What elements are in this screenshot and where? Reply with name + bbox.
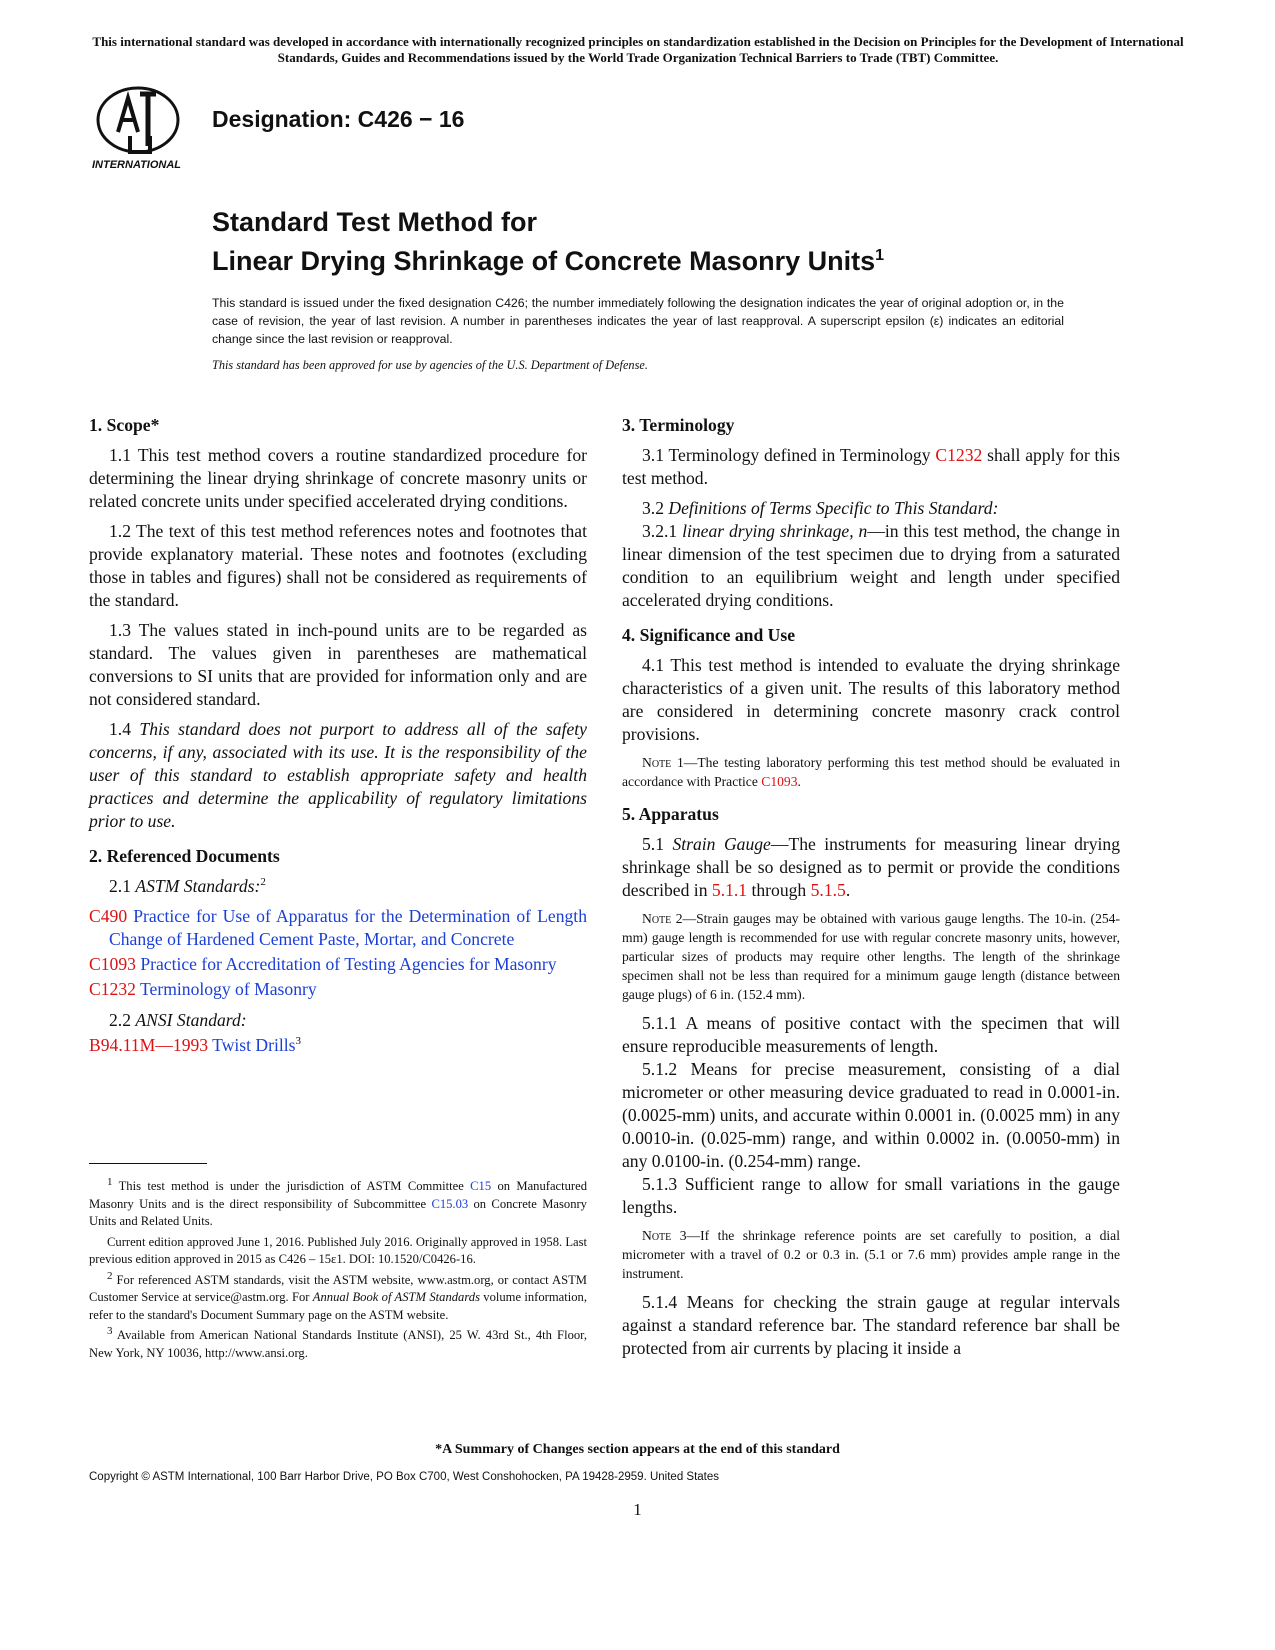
para-5-1-4: 5.1.4 Means for checking the strain gauge at regular intervals against a standard reference bar. The standard reference bar shall be protected from air currents by placing it inside a: [622, 1292, 1120, 1358]
link-5-1-1[interactable]: 5.1.1: [711, 880, 748, 900]
reference-c490[interactable]: C490 Practice for Use of Apparatus for the Determination of Length Change of Hardened Cement Paste, Mortar, and Concrete: [89, 906, 587, 949]
designation: Designation: C426 − 16: [212, 106, 465, 132]
para-5-1: 5.1 Strain Gauge—The instruments for measuring linear drying shrinkage shall be so designed as to permit or provide the conditions described in 5.1.1 through 5.1.5.: [622, 834, 1121, 900]
svg-text:INTERNATIONAL: INTERNATIONAL: [92, 159, 182, 171]
para-1-4: 1.4 This standard does not purport to address all of the safety concerns, if any, associated with its use. It is the responsibility of the user of this standard to establish appropriate safety and health practices and determine the applicability of regulatory limitations prior to use.: [89, 719, 587, 831]
note-1: Note 1—The testing laboratory performing this test method should be evaluated in accordance with Practice C1093.: [622, 755, 1120, 789]
para-5-1-3: 5.1.3 Sufficient range to allow for small variations in the gauge lengths.: [622, 1174, 1120, 1217]
footnote-2: $^2$ For referenced ASTM standards, visit the ASTM website, www.astm.org, or contact ASTM Customer Service at service@astm.org. For Annual Book of ASTM Standards volume information, refer to the standard's Document Summary page on the ASTM website.: [89, 1269, 587, 1322]
title-line-2: Linear Drying Shrinkage of Concrete Masonry Units$^1$: [212, 246, 885, 276]
section-3-heading: 3. Terminology: [622, 415, 735, 435]
para-1-1: 1.1 This test method covers a routine standardized procedure for determining the linear drying shrinkage of concrete masonry units or related concrete units under specified accelerated drying conditions.: [89, 445, 587, 511]
dod-approval: This standard has been approved for use by agencies of the U.S. Department of Defense.: [212, 358, 648, 372]
link-c15[interactable]: C15: [470, 1179, 492, 1193]
para-3-2-1: 3.2.1 linear drying shrinkage, n—in this test method, the change in linear dimension of the test specimen due to drying from a saturated condition to an equilibrium weight and length under specified accelerated drying conditions.: [622, 521, 1120, 610]
left-column: [89, 414, 587, 1059]
link-c1093[interactable]: C1093: [761, 774, 798, 789]
reference-b94[interactable]: B94.11M—1993 Twist Drills$^3$: [89, 1035, 301, 1055]
footnote-3: $^3$ Available from American National Standards Institute (ANSI), 25 W. 43rd St., 4th Floor, New York, NY 10036, http://www.ansi.org.: [89, 1324, 587, 1360]
document-title: [212, 205, 884, 278]
link-c1232[interactable]: C1232: [935, 445, 983, 465]
copyright: Copyright © ASTM International, 100 Barr Harbor Drive, PO Box C700, West Conshohocken, PA 19428-2959. United States: [89, 1471, 720, 1483]
para-1-3: 1.3 The values stated in inch-pound units are to be regarded as standard. The values given in parentheses are mathematical conversions to SI units that are provided for information only and are not considered standard.: [89, 620, 587, 709]
para-3-1: 3.1 Terminology defined in Terminology C1232 shall apply for this test method.: [622, 445, 1120, 488]
section-4-heading: 4. Significance and Use: [622, 625, 796, 645]
title-line-1: Standard Test Method for: [212, 207, 538, 237]
para-2-1: 2.1 ASTM Standards:$^2$: [109, 876, 266, 896]
para-3-2: 3.2 Definitions of Terms Specific to This Standard:: [642, 498, 999, 518]
title-footnote-mark: 1: [875, 247, 885, 264]
right-column: [622, 414, 1120, 1367]
link-c15-03[interactable]: C15.03: [431, 1196, 469, 1211]
footnote-1: $^1$ This test method is under the jurisdiction of ASTM Committee C15 on Manufactured Masonry Units and is the direct responsibility of Subcommittee C15.03 on Concrete Masonry Units and Related Units.: [89, 1175, 588, 1228]
issuance-statement: This standard is issued under the fixed designation C426; the number immediately following the designation indicates the year of original adoption or, in the case of revision, the year of last revision. A number in parentheses indicates the year of last reapproval. A superscript epsilon (ε) indicates an editorial change since the last revision or reapproval.: [212, 296, 1064, 346]
reference-c1093[interactable]: C1093 Practice for Accreditation of Testing Agencies for Masonry: [89, 954, 557, 974]
section-5-heading: 5. Apparatus: [622, 804, 719, 824]
section-2-heading: 2. Referenced Documents: [89, 846, 280, 866]
page-number: 1: [633, 1500, 642, 1519]
para-5-1-2: 5.1.2 Means for precise measurement, consisting of a dial micrometer or other measuring device graduated to read in 0.0001-in. (0.0025-mm) units, and accurate within 0.0001 in. (0.0025 mm) in any 0.0010-in. (0.025-mm) range, and within 0.0002 in. (0.0050-mm) in any 0.0100-in. (0.254-mm) range.: [622, 1059, 1120, 1171]
para-1-2: 1.2 The text of this test method references notes and footnotes that provide explanatory material. These notes and footnotes (excluding those in tables and figures) shall not be considered as requirements of the standard.: [89, 521, 587, 610]
astm-logo: [88, 84, 194, 174]
para-2-2: 2.2 ANSI Standard:: [109, 1010, 247, 1030]
footnote-1-edition: Current edition approved June 1, 2016. Published July 2016. Originally approved in 1958. Last previous edition approved in 2015 as C426 – 15ε1. DOI: 10.1520/C0426-16.: [89, 1234, 587, 1266]
footnotes: [89, 1175, 588, 1365]
para-4-1: 4.1 This test method is intended to evaluate the drying shrinkage characteristics of a given unit. The results of this laboratory method are considered in determining concrete masonry crack control provisions.: [622, 655, 1120, 744]
link-5-1-5[interactable]: 5.1.5: [810, 880, 846, 900]
reference-c1232[interactable]: C1232 Terminology of Masonry: [89, 979, 317, 999]
summary-of-changes-notice: *A Summary of Changes section appears at the end of this standard: [435, 1442, 840, 1457]
section-1-heading: 1. Scope*: [89, 415, 160, 435]
para-5-1-1: 5.1.1 A means of positive contact with the specimen that will ensure reproducible measurements of length.: [622, 1013, 1120, 1056]
tbt-notice: This international standard was developed in accordance with internationally recognized principles on standardization established in the Decision on Principles for the Development of International Standards, Guides and Recommendations issued by the World Trade Organization Technical Barriers to Trade (TBT) Committee.: [92, 34, 1184, 65]
note-2: Note 2—Strain gauges may be obtained with various gauge lengths. The 10-in. (254-mm) gauge length is recommended for use with regular concrete masonry units, however, particular sizes of products may require other lengths. The length of the shrinkage specimen shall not be less than required for a minimum gauge length (distance between gauge plugs) of 6 in. (152.4 mm).: [622, 911, 1120, 1002]
note-3: Note 3—If the shrinkage reference points are set carefully to position, a dial micrometer with a travel of 0.2 or 0.3 in. (5.1 or 7.6 mm) provides ample range in the instrument.: [622, 1228, 1120, 1281]
footnote-divider: [89, 1163, 207, 1164]
